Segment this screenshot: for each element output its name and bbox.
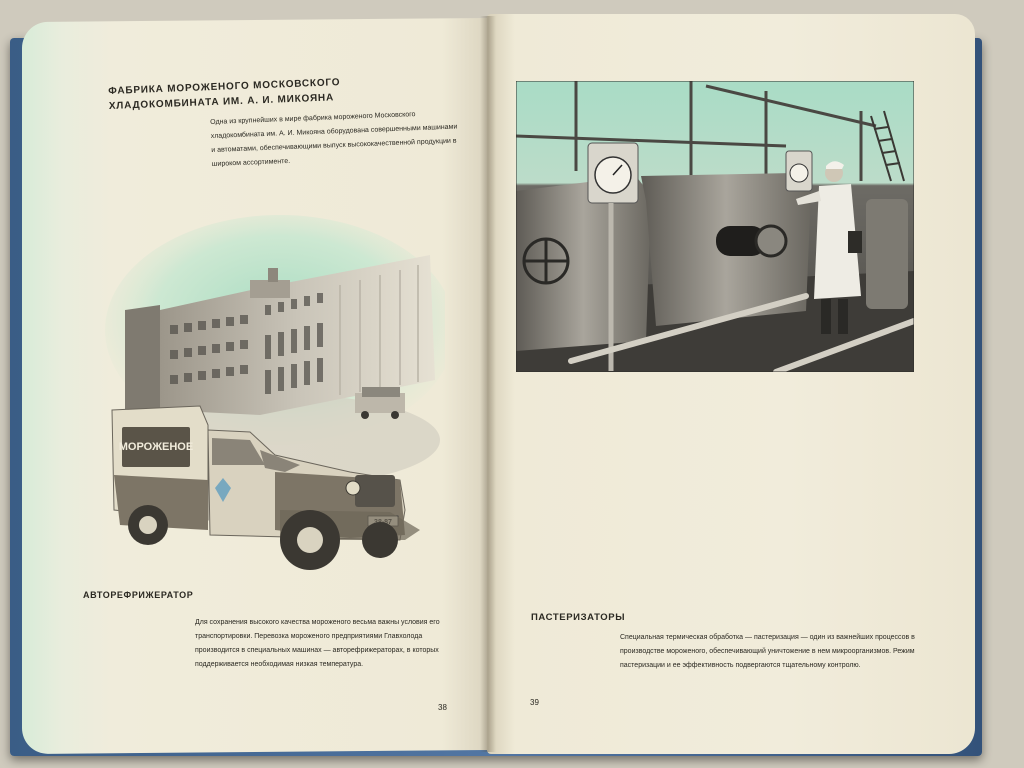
pasteurizer-paragraph: Специальная термическая обработка — пастеризация — один из важнейших процессов в производстве мороженого, обеспечивающий уничтожение в нем микроорганизмов. Режим пастеризации и ее эффективность подвергаются тщательному контролю. — [620, 634, 915, 669]
book-spine — [480, 16, 496, 752]
pasteurizer-photo — [516, 81, 914, 372]
pasteurizer-caption: ПАСТЕРИЗАТОРЫ — [531, 612, 626, 623]
pump-motor — [716, 226, 786, 256]
factory-truck-illustration — [100, 210, 445, 585]
truck-caption: АВТОРЕФРИЖЕРАТОР — [83, 590, 194, 600]
control-gauge-right — [786, 151, 812, 191]
page-number-right: 39 — [530, 698, 539, 707]
truck-paragraph: Для сохранения высокого качества мороженого весьма важны условия его транспортировки. Перевозка мороженого предприятиями Главхолода производится в специальных машинах — авторефрижераторах, в которых поддерживается необходимая низкая температура. — [195, 619, 440, 668]
truck-sign: МОРОЖЕНОЕ — [118, 441, 194, 453]
page-number-left: 38 — [438, 703, 447, 712]
pasteurizer-tank-right — [866, 199, 908, 309]
page-title: ФАБРИКА МОРОЖЕНОГО МОСКОВСКОГО ХЛАДОКОМБИНАТА ИМ. А. И. МИКОЯНА — [108, 77, 341, 112]
valve-wheel — [524, 239, 568, 283]
intro-paragraph: Одна из крупнейших в мире фабрика мороженого Московского хладокомбината им. А. И. Микояна оборудована совершенными машинами и автоматами, обеспечивающими выпуск высококачественной продукции в широком ассортименте. — [210, 111, 458, 168]
